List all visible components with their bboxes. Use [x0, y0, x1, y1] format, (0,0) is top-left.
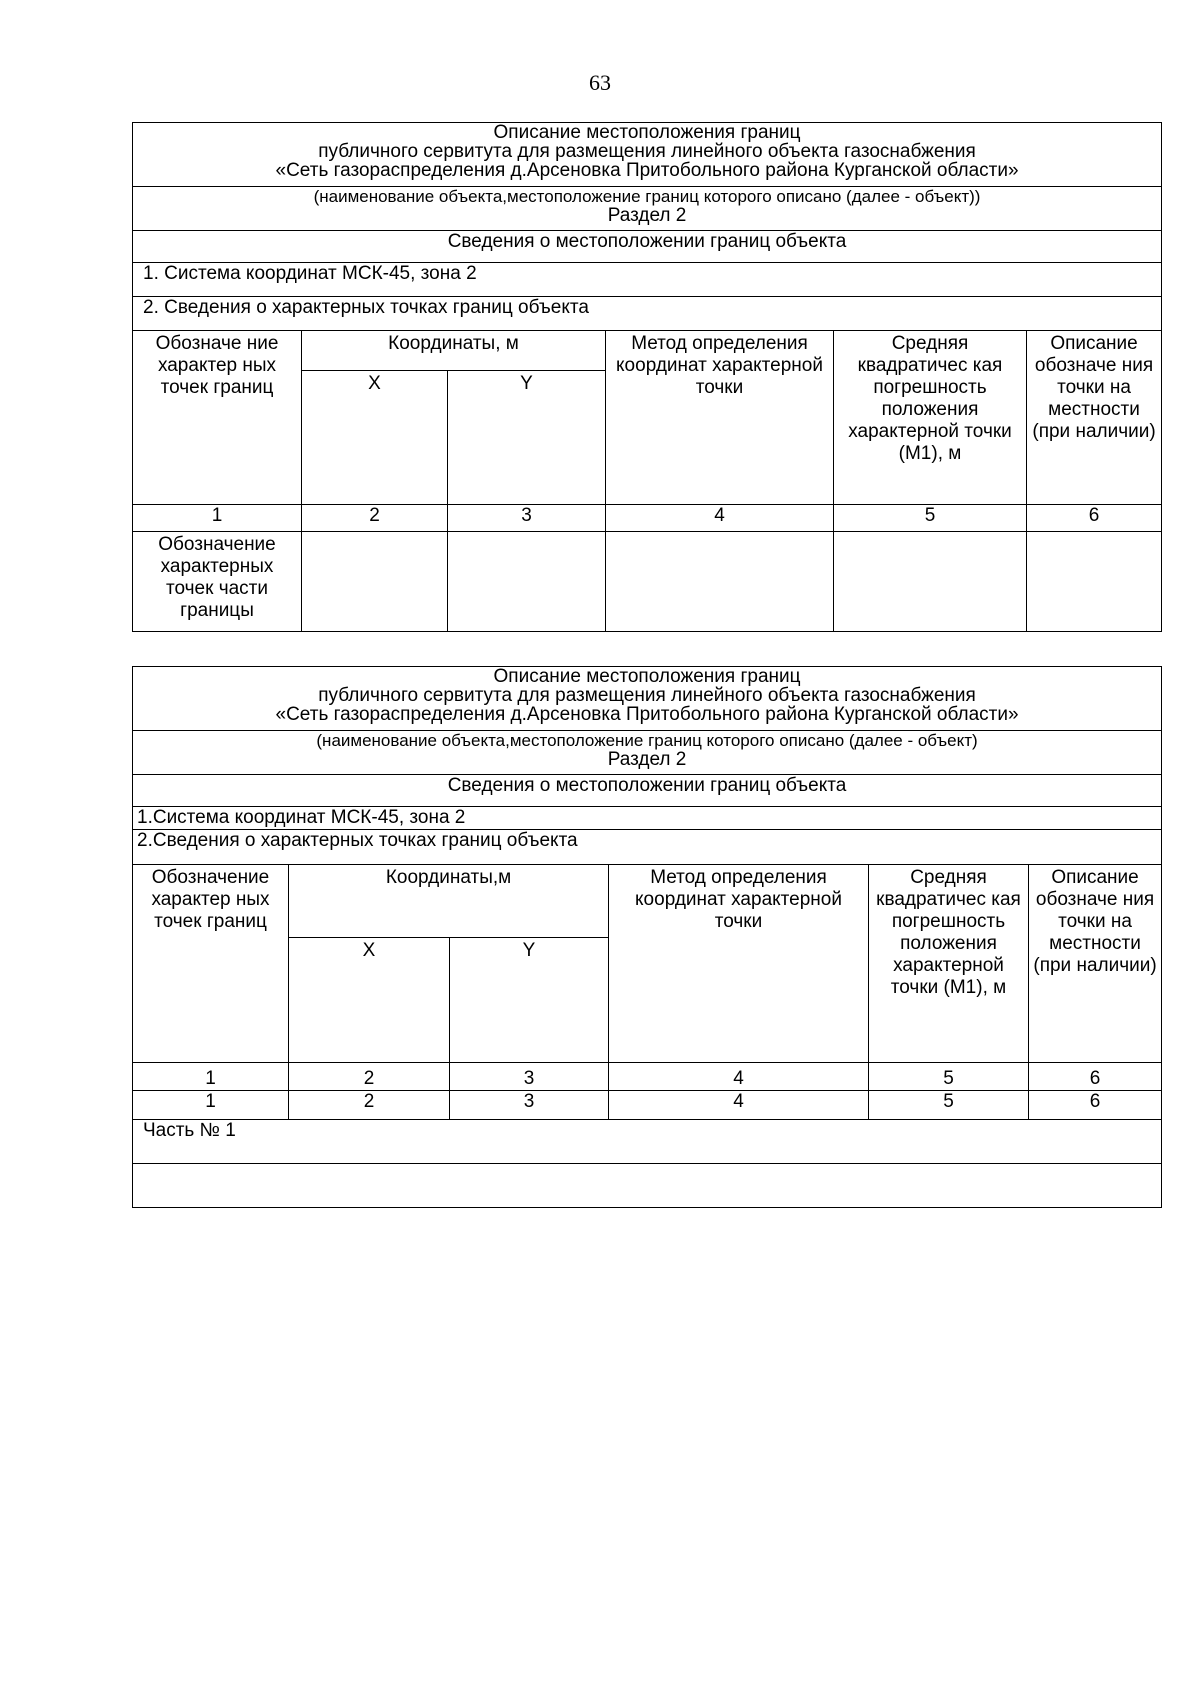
column-number: 2: [289, 1063, 450, 1091]
header-point-designation: Обозначение характер ных точек границ: [133, 865, 289, 1063]
header-description: Описание обозначе ния точки на местности (при наличии): [1027, 331, 1162, 505]
boundary-description-table-2: [132, 666, 1162, 1208]
header-y: Y: [450, 938, 609, 1063]
header-description: Описание обозначе ния точки на местности (при наличии): [1029, 865, 1162, 1063]
header-method: Метод определения координат характерной точки: [609, 865, 869, 1063]
part-points-label: Обозначение характерных точек части границы: [133, 532, 302, 632]
table-title: [133, 667, 1162, 731]
column-number: 2: [302, 505, 448, 532]
empty-cell: [834, 532, 1027, 632]
column-number: 6: [1027, 505, 1162, 532]
title-line-2: публичного сервитута для размещения линейного объекта газоснабжения: [318, 685, 976, 706]
points-heading: 2.Сведения о характерных точках границ объекта: [133, 830, 1162, 865]
column-number: 4: [609, 1063, 869, 1091]
column-number: 3: [450, 1063, 609, 1091]
column-numbers-row: [133, 505, 1162, 532]
page-number: 63: [589, 70, 611, 95]
header-x: X: [302, 371, 448, 505]
table-title: [133, 123, 1162, 187]
title-line-3: «Сеть газораспределения д.Арсеновка Притобольного района Курганской области»: [275, 160, 1019, 181]
header-y: Y: [448, 371, 606, 505]
part-points-row: [133, 532, 1162, 632]
table-subtitle: [133, 187, 1162, 231]
column-number: 6: [1029, 1091, 1162, 1120]
coordinate-system: 1. Система координат МСК-45, зона 2: [133, 263, 1162, 297]
header-accuracy: Средняя квадратичес кая погрешность положения характерной точки (М1), м: [834, 331, 1027, 505]
column-numbers-row-repeat: [133, 1091, 1162, 1120]
column-number: 4: [606, 505, 834, 532]
title-line-3: «Сеть газораспределения д.Арсеновка Притобольного района Курганской области»: [275, 704, 1019, 725]
header-point-designation: Обозначе ние характер ных точек границ: [133, 331, 302, 505]
empty-cell: [302, 532, 448, 632]
column-number: 3: [450, 1091, 609, 1120]
header-coordinates: Координаты, м: [302, 331, 606, 371]
column-numbers-row: [133, 1063, 1162, 1091]
section-heading: Сведения о местоположении границ объекта: [133, 775, 1162, 807]
section-label: Раздел 2: [607, 749, 687, 770]
column-number: 5: [869, 1091, 1029, 1120]
empty-row: [133, 1164, 1162, 1208]
header-method: Метод определения координат характерной точки: [606, 331, 834, 505]
column-number: 6: [1029, 1063, 1162, 1091]
column-number: 2: [289, 1091, 450, 1120]
column-number: 3: [448, 505, 606, 532]
column-number: 1: [133, 1091, 289, 1120]
points-heading: 2. Сведения о характерных точках границ объекта: [133, 297, 1162, 331]
column-number: 1: [133, 1063, 289, 1091]
title-line-1: Описание местоположения границ: [493, 122, 801, 143]
boundary-description-table-1: [132, 122, 1162, 632]
empty-cell: [1027, 532, 1162, 632]
header-x: X: [289, 938, 450, 1063]
empty-cell: [448, 532, 606, 632]
object-name-caption: (наименование объекта,местоположение границ которого описано (далее - объект): [316, 731, 978, 750]
table-subtitle: [133, 731, 1162, 775]
column-number: 1: [133, 505, 302, 532]
title-line-2: публичного сервитута для размещения линейного объекта газоснабжения: [318, 141, 976, 162]
header-coordinates: Координаты,м: [289, 865, 609, 938]
part-label: Часть № 1: [133, 1120, 1162, 1164]
coordinate-system: 1.Система координат МСК-45, зона 2: [133, 807, 1162, 830]
object-name-caption: (наименование объекта,местоположение границ которого описано (далее - объект)): [313, 187, 981, 206]
header-accuracy: Средняя квадратичес кая погрешность положения характерной точки (М1), м: [869, 865, 1029, 1063]
section-heading: Сведения о местоположении границ объекта: [133, 231, 1162, 263]
empty-cell: [606, 532, 834, 632]
section-label: Раздел 2: [607, 205, 687, 226]
column-number: 5: [869, 1063, 1029, 1091]
column-number: 4: [609, 1091, 869, 1120]
title-line-1: Описание местоположения границ: [493, 666, 801, 687]
column-number: 5: [834, 505, 1027, 532]
